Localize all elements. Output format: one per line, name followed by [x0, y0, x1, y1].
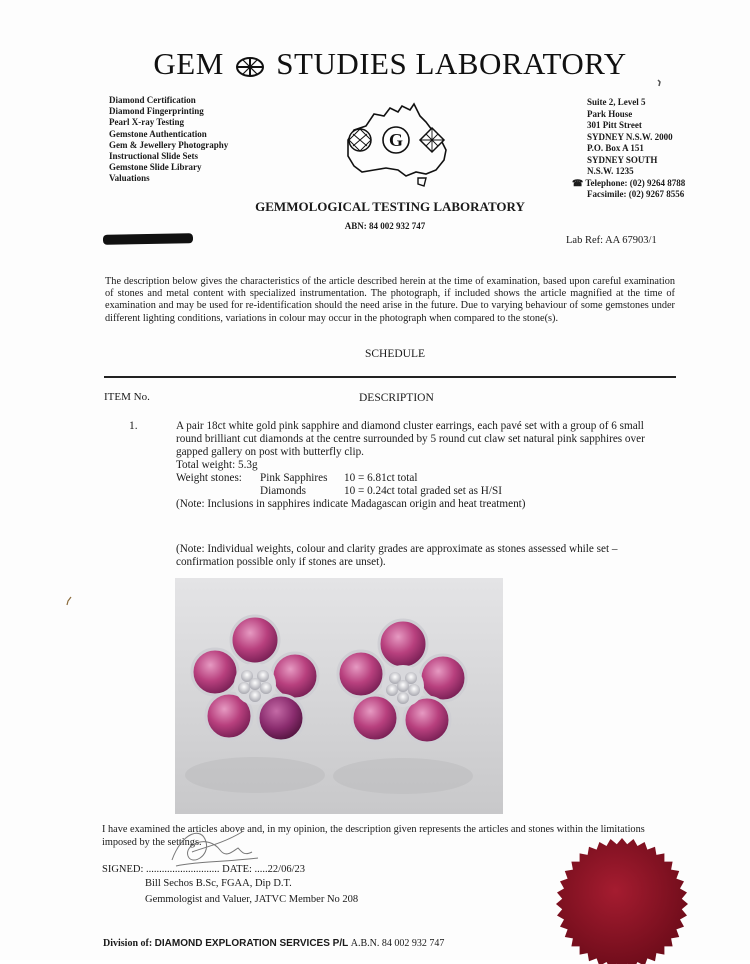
signer-name: Bill Sechos B.Sc, FGAA, Dip D.T.: [145, 878, 292, 889]
stone-name: Diamonds: [260, 485, 306, 497]
item-number: 1.: [129, 420, 138, 432]
note-approximate: (Note: Individual weights, colour and clarity grades are approximate as stones assessed while set – confirmation possible only if stones are unset).: [176, 543, 618, 568]
logo-letter: G: [388, 130, 404, 150]
australia-gem-logo: [340, 100, 455, 190]
stone-weights-table: [176, 472, 502, 498]
stone-detail: 10 = 6.81ct total: [344, 472, 418, 484]
address-line: SYDNEY N.S.W. 2000: [587, 131, 673, 142]
title-studies-laboratory: STUDIES LABORATORY: [276, 46, 627, 81]
service-item: Gemstone Authentication: [109, 128, 207, 139]
footer-abn: A.B.N. 84 002 932 747: [350, 938, 445, 949]
facsimile-line: Facsimile: (02) 9267 8556: [587, 189, 685, 199]
signer-title: Gemmologist and Valuer, JATVC Member No 208: [145, 894, 359, 905]
lab-name: GEMMOLOGICAL TESTING LABORATORY: [255, 199, 525, 214]
description-text: A pair 18ct white gold pink sapphire and diamond cluster earrings, each pavé set with a group of 6 small round brilliant cut diamonds at the centre surrounded by 5 round cut claw set natural pink sapphires over gapped gallery on post with butterfly clip.: [176, 420, 645, 458]
service-item: Diamond Fingerprinting: [109, 106, 204, 117]
service-item: Gemstone Slide Library: [109, 162, 202, 173]
telephone-line: [572, 178, 685, 190]
company-name: DIAMOND EXPLORATION SERVICES P/L: [154, 938, 349, 949]
item-no-header: ITEM No.: [104, 391, 150, 403]
services-list: [109, 95, 228, 185]
service-item: Valuations: [109, 173, 150, 184]
examination-statement: I have examined the articles above and, in my opinion, the description given represents the articles and stones within the limitations imposed by the settings.: [102, 824, 645, 848]
footer-division: [103, 938, 444, 949]
note-inclusions: (Note: Inclusions in sapphires indicate Madagascan origin and heat treatment): [176, 498, 526, 510]
round-gem-icon: [349, 129, 371, 151]
division-label: Division of:: [103, 938, 153, 949]
lab-title: [0, 46, 750, 82]
divider-rule: [104, 376, 676, 378]
telephone-icon: ☎: [572, 177, 584, 188]
stone-name: Pink Sapphires: [260, 472, 328, 484]
intro-paragraph: The description below gives the characteristics of the article described herein at the time of examination, based upon careful examination of stones and metal content with specialized instrumentation. The photograph, if included shows the article magnified at the time of examination and may be used for re-identification should the need arise in the future. Due to varying behaviour of some gemstones under different lighting conditions, variations in colour may occur in the photograph when compared to the stone(s).: [105, 276, 675, 324]
ink-mark: [64, 595, 74, 607]
earrings-photo: [175, 578, 503, 814]
description-header: DESCRIPTION: [359, 392, 434, 404]
gem-diamond-icon: [235, 56, 265, 78]
red-wax-seal: [552, 834, 692, 964]
item-description: [176, 420, 646, 511]
square-gem-icon: [420, 128, 444, 152]
schedule-heading: SCHEDULE: [364, 348, 426, 360]
telephone-text: Telephone: (02) 9264 8788: [585, 177, 686, 188]
address-line: 301 Pitt Street: [587, 120, 642, 130]
title-gem: GEM: [153, 46, 224, 81]
address-line: Park House: [587, 108, 633, 119]
service-item: Instructional Slide Sets: [109, 151, 199, 162]
address-line: SYDNEY SOUTH: [587, 154, 658, 165]
weight-stones-label: Weight stones:: [176, 472, 242, 484]
redaction-bar: [103, 233, 193, 245]
address-line: N.S.W. 1235: [587, 166, 634, 176]
total-weight: Total weight: 5.3g: [176, 459, 258, 471]
lab-address: [572, 97, 700, 201]
service-item: Gem & Jewellery Photography: [109, 139, 229, 150]
signed-date-line: SIGNED: ............................ DATE: .....22/06/23: [102, 864, 305, 875]
service-item: Diamond Certification: [109, 95, 196, 105]
service-item: Pearl X-ray Testing: [109, 117, 184, 128]
stone-detail: 10 = 0.24ct total graded set as H/SI: [344, 485, 502, 497]
ink-mark: [654, 78, 664, 88]
abn: ABN: 84 002 932 747: [344, 221, 426, 231]
address-line: Suite 2, Level 5: [587, 97, 646, 107]
lab-ref: Lab Ref: AA 67903/1: [566, 235, 657, 246]
address-line: P.O. Box A 151: [587, 143, 644, 153]
